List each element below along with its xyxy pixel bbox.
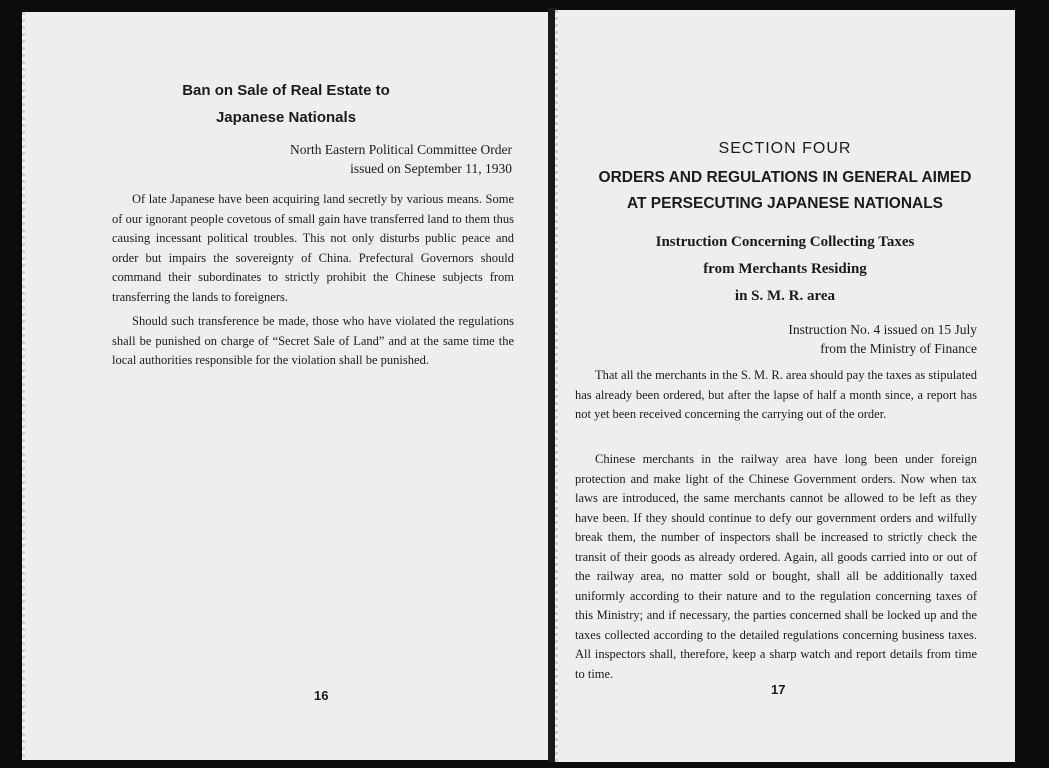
left-title-line1: Ban on Sale of Real Estate to	[182, 82, 390, 99]
right-paragraph1: That all the merchants in the S. M. R. area should pay the taxes as stipulated has already been ordered, but after the lapse of half a month since, a report has not yet been received concerning the carrying out of the order.	[575, 368, 977, 421]
left-paragraph2: Should such transference be made, those who have violated the regulations shall be punished on charge of “Secret Sale of Land” and at the same time the local authorities responsible for the violation shall be punished.	[112, 314, 514, 367]
left-page-number: 16	[314, 688, 329, 703]
section-label: SECTION FOUR	[718, 140, 852, 157]
right-paragraph2: Chinese merchants in the railway area have long been under foreign protection and make light of the Chinese Government orders. Now when tax laws are introduced, the same merchants cannot be allowed to be left as they have been. If they should continue to defy our government orders and wilfully break them, the number of inspectors shall be increased to strictly check the transit of their goods as already ordered. Again, all goods carried into or out of the railway area, no matter sold or bought, shall all be additionally taxed uniformly according to their nature and to the regulation concerning taxes of this Ministry; and if necessary, the parties concerned shall be locked up and the taxes collected according to the detailed regulations concerning business taxes. All inspectors shall, therefore, keep a sharp watch and report details from time to time.	[575, 452, 977, 681]
right-order-reference	[788, 320, 977, 358]
right-page-number: 17	[771, 682, 786, 697]
right-order-line2: from the Ministry of Finance	[820, 341, 977, 356]
left-title-line2: Japanese Nationals	[215, 109, 357, 126]
instruction-title-line3: in S. M. R. area	[734, 288, 836, 304]
left-paragraph1: Of late Japanese have been acquiring land secretly by various means. Some of our ignorant people covetous of small gain have transferred land to them thus causing incessant political troubles. This not only disturbs public peace and order but impairs the sovereignty of China. Prefectural Governors should command their subordinates to strictly prohibit the Chinese subjects from transferring the lands to foreigners.	[112, 192, 514, 304]
left-order-line2: issued on September 11, 1930	[350, 161, 512, 176]
right-page	[555, 10, 1015, 762]
left-order-reference	[290, 140, 512, 178]
right-order-line1: Instruction No. 4 issued on 15 July	[788, 322, 977, 337]
right-page-edge	[555, 10, 558, 762]
section-title-line2: AT PERSECUTING JAPANESE NATIONALS	[626, 195, 944, 212]
section-title-line1: ORDERS AND REGULATIONS IN GENERAL AIMED	[598, 169, 972, 186]
left-page	[22, 12, 550, 760]
left-order-line1: North Eastern Political Committee Order	[290, 142, 512, 157]
instruction-title-line1: Instruction Concerning Collecting Taxes	[655, 234, 915, 250]
instruction-title-line2: from Merchants Residing	[703, 261, 867, 277]
